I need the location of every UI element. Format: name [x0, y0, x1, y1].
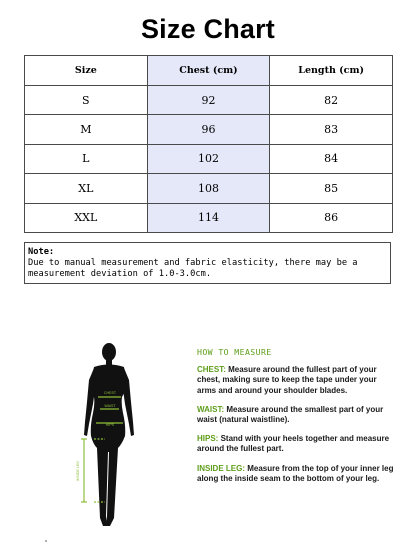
cell-size: XL	[25, 174, 148, 203]
hips-label: HIPS	[105, 423, 115, 427]
cell-chest: 114	[147, 203, 270, 232]
cell-length: 83	[270, 115, 393, 144]
cell-size: S	[25, 86, 148, 115]
measure-waist-text: Measure around the smallest part of your waist (natural waistline).	[197, 404, 384, 425]
measure-waist-label: WAIST:	[197, 404, 225, 414]
inside-leg-label: INSIDE LEG	[76, 460, 80, 482]
measure-chest-label: CHEST:	[197, 365, 226, 375]
note-text: Due to manual measurement and fabric elasticity, there may be a measurement deviation of 1.0-3.0cm.	[28, 258, 358, 279]
chest-label: CHEST	[103, 391, 117, 395]
decorative-dot	[45, 540, 47, 542]
measure-inside-leg-item	[197, 464, 397, 484]
measure-chest-text: Measure around the fullest part of your chest, making sure to keep the tape under your arms and around your shoulder blades.	[197, 365, 377, 395]
cell-chest: 92	[147, 86, 270, 115]
measure-waist-item	[197, 405, 397, 425]
cell-length: 85	[270, 174, 393, 203]
cell-size: XXL	[25, 203, 148, 232]
header-chest: Chest (cm)	[147, 56, 270, 86]
how-to-measure-panel	[197, 347, 397, 493]
cell-length: 84	[270, 144, 393, 173]
size-table	[24, 55, 393, 233]
header-length: Length (cm)	[270, 56, 393, 86]
header-size: Size	[25, 56, 148, 86]
table-row	[25, 115, 393, 144]
body-silhouette-figure	[76, 340, 146, 532]
note-box	[24, 242, 391, 284]
table-row	[25, 144, 393, 173]
table-row	[25, 203, 393, 232]
cell-size: L	[25, 144, 148, 173]
measure-hips-label: HIPS:	[197, 434, 219, 444]
measure-chest-item	[197, 365, 397, 396]
cell-length: 86	[270, 203, 393, 232]
table-row	[25, 174, 393, 203]
how-to-heading: HOW TO MEASURE	[197, 347, 272, 357]
measure-inside-leg-text: Measure from the top of your inner leg along the inside seam to the bottom of your leg.	[197, 463, 394, 483]
cell-length: 82	[270, 86, 393, 115]
page-title: Size Chart	[140, 14, 276, 44]
measure-hips-item	[197, 434, 397, 454]
table-row	[25, 86, 393, 115]
measure-inside-leg-label: INSIDE LEG:	[197, 463, 246, 473]
note-title: Note:	[28, 247, 55, 257]
cell-chest: 108	[147, 174, 270, 203]
cell-chest: 96	[147, 115, 270, 144]
measure-hips-text: Stand with your heels together and measure around the fullest part.	[197, 434, 390, 454]
cell-size: M	[25, 115, 148, 144]
table-header-row	[25, 56, 393, 86]
cell-chest: 102	[147, 144, 270, 173]
waist-label: WAIST	[104, 404, 116, 408]
